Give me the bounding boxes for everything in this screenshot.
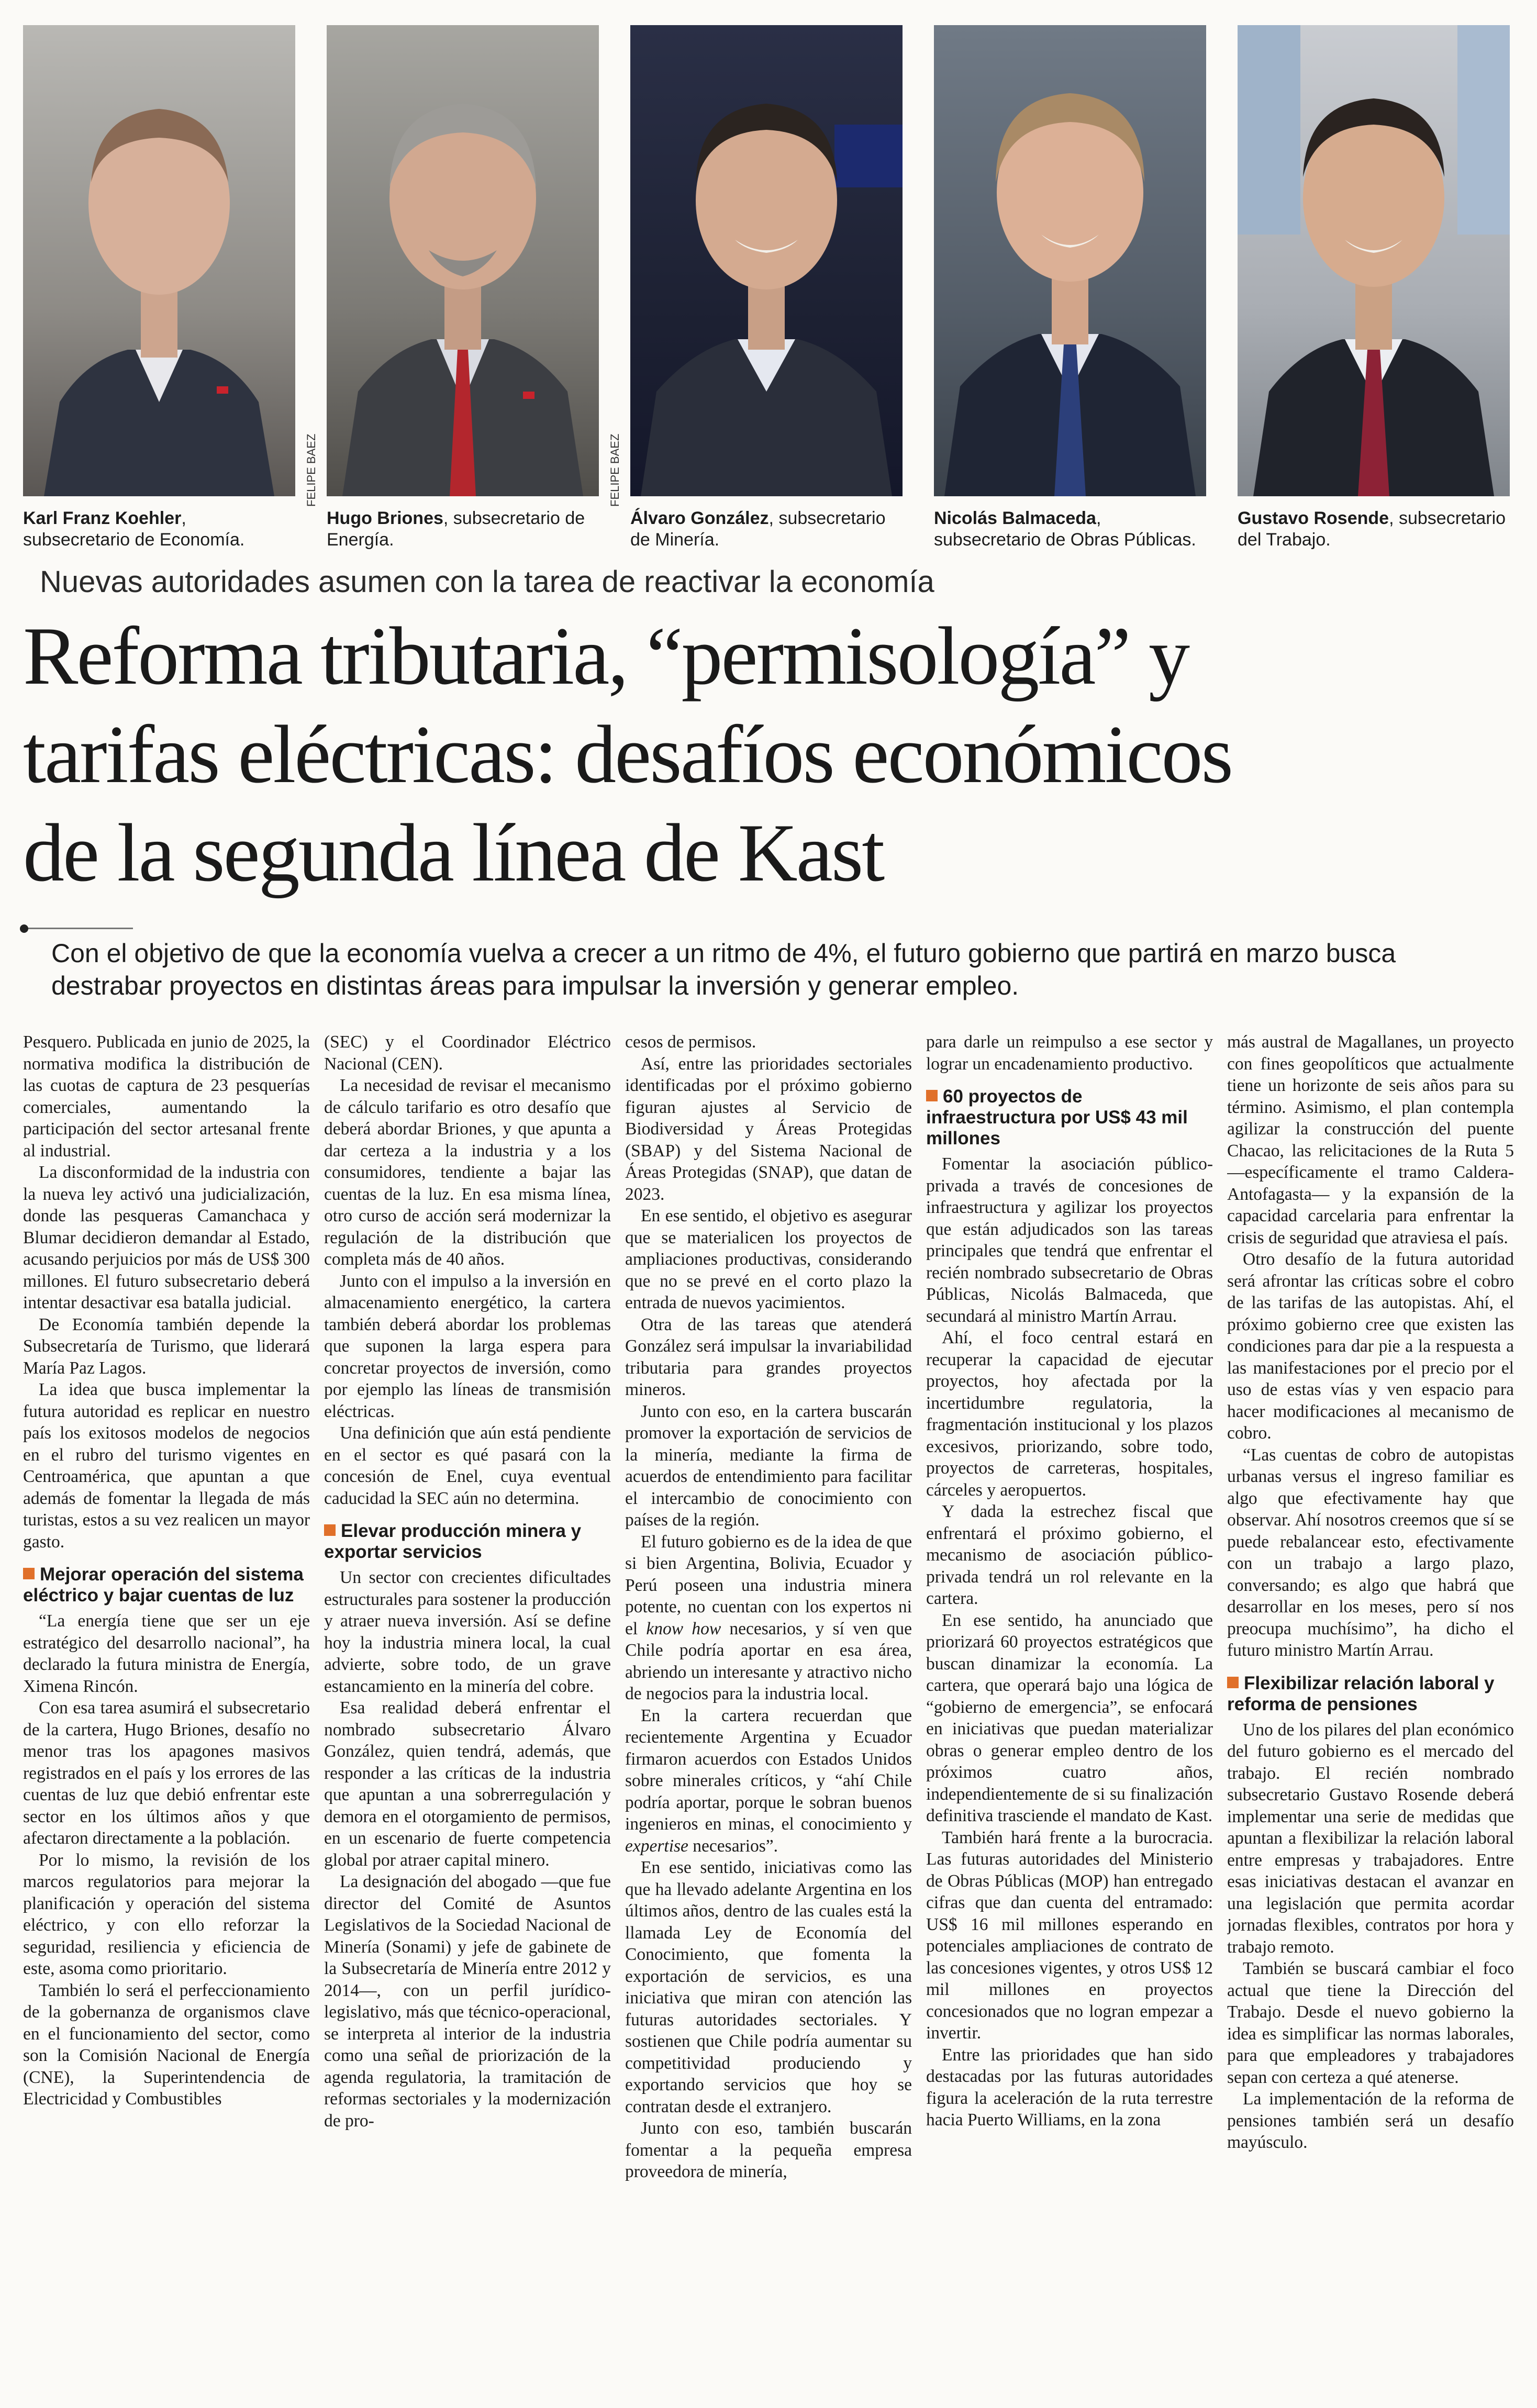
headline bbox=[23, 607, 1514, 902]
paragraph: Por lo mismo, la revisión de los marcos regulatorios para mejorar la planificación y operación del sistema eléctrico, y con ello reforzar la seguridad, resiliencia y eficiencia de este, asoma como prioritario. bbox=[23, 1850, 310, 1978]
portrait-caption: Gustavo Rosende, subsecretario del Trabajo. bbox=[1238, 508, 1506, 550]
headline-line: Reforma tributaria, “permisología” y bbox=[23, 610, 1189, 702]
portrait-photo bbox=[1238, 25, 1510, 496]
paragraph: Fomentar la asociación público-privada a través de concesiones de infraestructura y agilizar los proyectos que están adjudicados son las tareas principales que tendrá que enfrentar el recién nombrado subsecretario de Obras Públicas, Nicolás Balmaceda, que secundará al ministro Martín Arrau. bbox=[926, 1154, 1213, 1326]
portrait-caption: Karl Franz Koehler, subsecretario de Economía. bbox=[23, 508, 245, 550]
paragraph: De Economía también depende la Subsecretaría de Turismo, que liderará María Paz Lagos. bbox=[23, 1314, 310, 1378]
paragraph: Un sector con crecientes dificultades estructurales para sostener la producción y atraer nueva inversión. Así se define hoy la industria minera local, la cual advierte, sobre todo, de un grave estancamiento en la minería del cobre. bbox=[324, 1568, 611, 1696]
column-4 bbox=[926, 1031, 1213, 2392]
paragraph: “La energía tiene que ser un eje estratégico del desarrollo nacional”, ha declarado la futura ministra de Energía, Ximena Rincón. bbox=[23, 1611, 310, 1696]
lead-paragraph: Con el objetivo de que la economía vuelva a crecer a un ritmo de 4%, el futuro gobierno que partirá en marzo busca destrabar proyectos en distintas áreas para impulsar la inversión y generar empleo. bbox=[51, 939, 1396, 1000]
paragraph: Y dada la estrechez fiscal que enfrentará el próximo gobierno, el mecanismo de asociación público-privada tendrá un rol relevante en la cartera. bbox=[926, 1502, 1213, 1608]
subheading: Flexibilizar relación laboral y reforma de pensiones bbox=[1227, 1673, 1495, 1714]
paragraph: (SEC) y el Coordinador Eléctrico Nacional (CEN). bbox=[324, 1032, 611, 1074]
portrait-photo bbox=[23, 25, 295, 496]
paragraph: La disconformidad de la industria con la nueva ley activó una judicialización, donde las pesqueras Camanchaca y Blumar decidieron demandar al Estado, acusando perjuicios por más de US$ 300 millones. El futuro subsecretario deberá intentar desactivar esa batalla judicial. bbox=[23, 1163, 310, 1312]
subheading: 60 proyectos de infraestructura por US$ 43 mil millones bbox=[926, 1086, 1188, 1149]
portrait-caption: Hugo Briones, subsecretario de Energía. bbox=[327, 508, 585, 550]
paragraph: En ese sentido, iniciativas como las que ha llevado adelante Argentina en los últimos años, dentro de las cuales está la llamada Ley de Economía del Conocimiento, que fomenta la exportación de servicios, es una iniciativa que miran con atención las futuras autoridades sectoriales. Y sostienen que Chile podría aumentar su competitividad produciendo y exportando servicios que hoy se contratan desde el extranjero. bbox=[625, 1858, 912, 2116]
orange-square-icon bbox=[926, 1090, 938, 1101]
paragraph: más austral de Magallanes, un proyecto con fines geopolíticos que actualmente tiene un horizonte de seis años para su término. Asimismo, el plan contempla agilizar la construcción del puente Chacao, las relicitaciones de la Ruta 5 —específicamente el tramo Caldera-Antofagasta— y la expansión de la capacidad carcelaria para enfrentar la crisis de seguridad que atraviesa el país. bbox=[1227, 1032, 1514, 1247]
paragraph: Junto con eso, también buscarán fomentar a la pequeña empresa proveedora de minería, bbox=[625, 2119, 912, 2181]
article-body bbox=[23, 1031, 1514, 2392]
kicker: Nuevas autoridades asumen con la tarea de reactivar la economía bbox=[40, 565, 934, 599]
paragraph: En la cartera recuerdan que recientemente Argentina y Ecuador firmaron acuerdos con Estados Unidos sobre minerales críticos, y “ahí Chile podría aportar, porque le sobran buenos ingenieros en minas, el conocimiento y expertise necesarios”. bbox=[625, 1705, 912, 1856]
paragraph: Ahí, el foco central estará en recuperar la capacidad de ejecutar proyectos, hoy afectada por la incertidumbre regulatoria, la fragmentación institucional y los plazos excesivos, priorizando, sobre todo, proyectos de carreteras, hospitales, cárceles y aeropuertos. bbox=[926, 1328, 1213, 1500]
paragraph: Entre las prioridades que han sido destacadas por las futuras autoridades figura la aceleración de la ruta terrestre hacia Puerto Williams, en la zona bbox=[926, 2045, 1213, 2130]
paragraph: En ese sentido, ha anunciado que priorizará 60 proyectos estratégicos que buscan dinamizar la economía. La cartera, que operará bajo una lógica de “gobierno de emergencia”, se enfocará en iniciativas que puedan materializar obras o generar empleo dentro de los próximos cuatro años, independientemente de si su finalización definitiva trasciende el mandato de Kast. bbox=[926, 1610, 1213, 1825]
photo-credit: FELIPE BAEZ bbox=[608, 433, 621, 507]
portrait-photo bbox=[934, 25, 1206, 496]
subheading: Mejorar operación del sistema eléctrico y bajar cuentas de luz bbox=[23, 1564, 304, 1606]
paragraph: También hará frente a la burocracia. Las futuras autoridades del Ministerio de Obras Públicas (MOP) han entregado cifras que dan cuenta del entramado: US$ 16 mil millones esperando en potenciales ampliaciones de contrato de las concesiones vigentes, y otros US$ 12 mil millones en proyectos concesionados que no logran empezar a invertir. bbox=[926, 1827, 1213, 2043]
headline-line: de la segunda línea de Kast bbox=[23, 807, 884, 899]
column-2 bbox=[324, 1031, 611, 2392]
paragraph: para darle un reimpulso a ese sector y lograr un encadenamiento productivo. bbox=[926, 1032, 1213, 1074]
portrait-strip bbox=[23, 25, 1514, 554]
orange-square-icon bbox=[1227, 1677, 1239, 1688]
portrait-balmaceda bbox=[934, 25, 1206, 551]
paragraph: Con esa tarea asumirá el subsecretario de la cartera, Hugo Briones, desafío no menor tras los apagones masivos registrados en el país y los errores de las cuentas de luz que debió enfrentar este sector en los últimos años y que afectaron directamente a la población. bbox=[23, 1698, 310, 1848]
portrait-photo bbox=[630, 25, 903, 496]
paragraph: Esa realidad deberá enfrentar el nombrado subsecretario Álvaro González, quien tendrá, además, que responder a las críticas de la industria que apuntan a una sobrerregulación y demora en el otorgamiento de permisos, en un escenario de fuerte competencia global por atraer capital minero. bbox=[324, 1698, 611, 1870]
photo-credit: FELIPE BAEZ bbox=[305, 433, 318, 507]
subheading: Elevar producción minera y exportar servicios bbox=[324, 1521, 582, 1562]
paragraph: Pesquero. Publicada en junio de 2025, la normativa modifica la distribución de las cuotas de captura de 23 pesquerías comerciales, aumentando la participación del sector artesanal frente al industrial. bbox=[23, 1032, 310, 1161]
paragraph: cesos de permisos. bbox=[625, 1032, 756, 1052]
portrait-gonzalez bbox=[608, 25, 903, 551]
portrait-rosende bbox=[1238, 25, 1510, 551]
paragraph: En ese sentido, el objetivo es asegurar que se materialicen los proyectos de ampliaciones productivas, considerando que no se prevé en el corto plazo la entrada de nuevos yacimientos. bbox=[625, 1206, 912, 1312]
paragraph: La idea que busca implementar la futura autoridad es replicar en nuestro país los exitosos modelos de negocios en el rubro del turismo vigentes en Centroamérica, que apuntan a que además de fomentar la llegada de más turistas, estos a su vez realicen un mayor gasto. bbox=[23, 1380, 310, 1552]
paragraph: También lo será el perfeccionamiento de la gobernanza de organismos clave en el funcionamiento del sector, como son la Comisión Nacional de Energía (CNE), la Superintendencia de Electricidad y Combustibles bbox=[23, 1980, 310, 2109]
orange-square-icon bbox=[23, 1568, 35, 1579]
paragraph: Así, entre las prioridades sectoriales identificadas por el próximo gobierno figuran ajustes al Servicio de Biodiversidad y Áreas Protegidas (SBAP) y del Sistema Nacional de Áreas Protegidas (SNAP), que datan de 2023. bbox=[625, 1054, 912, 1204]
paragraph: La implementación de la reforma de pensiones también será un desafío mayúsculo. bbox=[1227, 2089, 1514, 2152]
column-1 bbox=[23, 1031, 310, 2392]
paragraph: Otra de las tareas que atenderá González será impulsar la invariabilidad tributaria para grandes proyectos mineros. bbox=[625, 1314, 912, 1399]
portrait-koehler bbox=[23, 25, 295, 551]
paragraph: La necesidad de revisar el mecanismo de cálculo tarifario es otro desafío que deberá abordar Briones, y que apunta a dar certeza a la industria y a los consumidores, tendiente a bajar las cuentas de la luz. En esa misma línea, otro curso de acción será modernizar la regulación de la distribución que completa más de 40 años. bbox=[324, 1076, 611, 1269]
portrait-caption: Álvaro González, subsecretario de Minería. bbox=[630, 508, 886, 550]
paragraph: “Las cuentas de cobro de autopistas urbanas versus el ingreso familiar es algo que efectivamente hay que observar. Ahí nosotros creemos que sí se puede rebalancear esto, efectivamente con un trabajo a largo plazo, conversando; es algo que habrá que desarrollar en los meses, pero sí nos preocupa muchísimo”, ha dicho el futuro ministro Martín Arrau. bbox=[1227, 1445, 1514, 1660]
portrait-photo bbox=[327, 25, 599, 496]
paragraph: También se buscará cambiar el foco actual que tiene la Dirección del Trabajo. Desde el nuevo gobierno la idea es simplificar las normas laborales, para que empleadores y trabajadores sepan con certeza a qué atenerse. bbox=[1227, 1959, 1514, 2087]
paragraph: La designación del abogado —que fue director del Comité de Asuntos Legislativos de la Sociedad Nacional de Minería (Sonami) y jefe de gabinete de la Subsecretaría de Minería entre 2012 y 2014—, con un perfil jurídico-legislativo, más que técnico-operacional, se interpreta al interior de la industria como una señal de priorización de la agenda regulatoria, la tramitación de reformas sectoriales y la modernización de pro- bbox=[324, 1872, 611, 2131]
lead-bullet bbox=[20, 924, 28, 933]
column-5 bbox=[1227, 1031, 1514, 2392]
paragraph: Junto con el impulso a la inversión en almacenamiento energético, la cartera también deberá abordar los problemas que suponen la larga espera para concretar proyectos de inversión, como por ejemplo las líneas de transmisión eléctricas. bbox=[324, 1271, 611, 1421]
paragraph: Otro desafío de la futura autoridad será afrontar las críticas sobre el cobro de las tarifas de las autopistas. Ahí, el próximo gobierno cree que existen las condiciones para dar pie a la respuesta a las manifestaciones por el precio por el uso de estas vías y ven espacio para hacer modificaciones al mecanismo de cobro. bbox=[1227, 1250, 1514, 1443]
paragraph: Junto con eso, en la cartera buscarán promover la exportación de servicios de la minería, mediante la firma de acuerdos de entendimiento para facilitar el intercambio de conocimiento con países de la región. bbox=[625, 1401, 912, 1530]
orange-square-icon bbox=[324, 1524, 336, 1536]
headline-line: tarifas eléctricas: desafíos económicos bbox=[23, 709, 1232, 800]
paragraph: Uno de los pilares del plan económico del futuro gobierno es el mercado del trabajo. El recién nombrado subsecretario Gustavo Rosende deberá implementar una serie de medidas que apuntan a flexibilizar la relación laboral entre empresas y trabajadores. Entre esas iniciativas destacan el avanzar en una legislación que permita acordar jornadas flexibles, contratos por hora y trabajo remoto. bbox=[1227, 1720, 1514, 1957]
paragraph: El futuro gobierno es de la idea de que si bien Argentina, Bolivia, Ecuador y Perú poseen una industria minera potente, no cuentan con los expertos ni el know how necesarios, y sí ven que Chile podría aportar en esa área, abriendo un interesante y atractivo nicho de negocios para la industria local. bbox=[625, 1532, 912, 1703]
paragraph: Una definición que aún está pendiente en el sector es qué pasará con la concesión de Enel, cuya eventual caducidad la SEC aún no determina. bbox=[324, 1423, 611, 1508]
portrait-caption: Nicolás Balmaceda, subsecretario de Obras Públicas. bbox=[934, 508, 1196, 550]
portrait-briones bbox=[305, 25, 599, 551]
lead-rule bbox=[23, 928, 133, 929]
column-3 bbox=[625, 1031, 912, 2392]
